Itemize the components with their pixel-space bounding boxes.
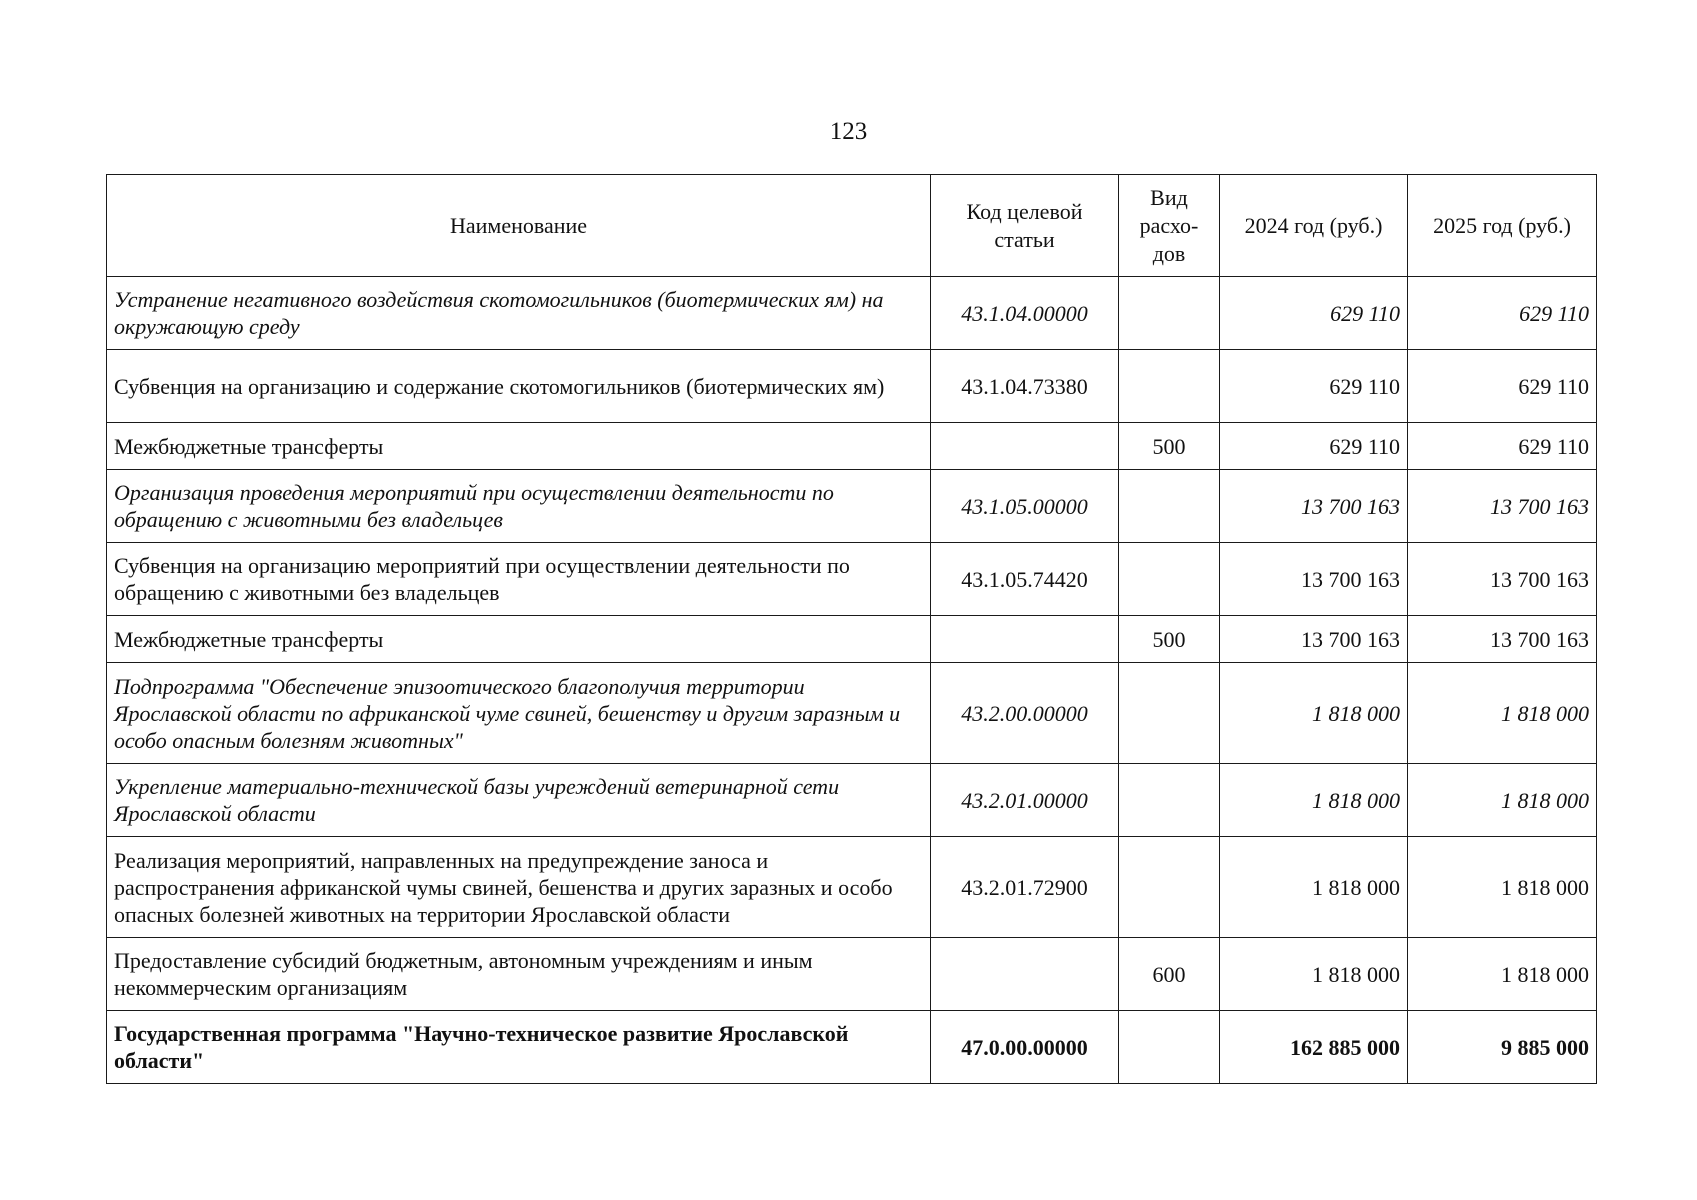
cell-2025: 13 700 163	[1408, 543, 1597, 616]
cell-name: Межбюджетные трансферты	[107, 616, 931, 663]
cell-code: 43.2.01.72900	[931, 837, 1119, 938]
cell-2025: 13 700 163	[1408, 616, 1597, 663]
cell-kind: 500	[1119, 423, 1220, 470]
cell-2025: 9 885 000	[1408, 1011, 1597, 1084]
cell-2024: 1 818 000	[1220, 938, 1408, 1011]
cell-code	[931, 616, 1119, 663]
page-number: 123	[829, 118, 868, 145]
cell-2025: 1 818 000	[1408, 764, 1597, 837]
table-row	[107, 938, 1597, 1011]
header-name: Наименование	[107, 175, 931, 277]
cell-code: 43.1.05.00000	[931, 470, 1119, 543]
cell-2024: 629 110	[1220, 277, 1408, 350]
cell-2024: 13 700 163	[1220, 543, 1408, 616]
cell-name: Реализация мероприятий, направленных на предупреждение заноса и распространения африканской чумы свиней, бешенства и других заразных и особо опасных болезней животных на территории Ярославской области	[107, 837, 931, 938]
cell-name: Подпрограмма "Обеспечение эпизоотического благополучия территории Ярославской области по африканской чуме свиней, бешенству и другим заразным и особо опасным болезням животных"	[107, 663, 931, 764]
cell-kind	[1119, 663, 1220, 764]
cell-kind: 600	[1119, 938, 1220, 1011]
table-row	[107, 277, 1597, 350]
table-row	[107, 423, 1597, 470]
header-code: Код целевой статьи	[931, 175, 1119, 277]
cell-2024: 1 818 000	[1220, 764, 1408, 837]
table-header-row	[107, 175, 1597, 277]
cell-2024: 162 885 000	[1220, 1011, 1408, 1084]
cell-2025: 629 110	[1408, 277, 1597, 350]
cell-2025: 1 818 000	[1408, 663, 1597, 764]
cell-2024: 13 700 163	[1220, 616, 1408, 663]
cell-kind	[1119, 277, 1220, 350]
cell-code: 47.0.00.00000	[931, 1011, 1119, 1084]
cell-code	[931, 938, 1119, 1011]
cell-2024: 629 110	[1220, 423, 1408, 470]
table-row	[107, 350, 1597, 423]
cell-2024: 13 700 163	[1220, 470, 1408, 543]
cell-kind	[1119, 837, 1220, 938]
cell-kind	[1119, 470, 1220, 543]
cell-code: 43.2.01.00000	[931, 764, 1119, 837]
cell-kind	[1119, 543, 1220, 616]
budget-table	[106, 174, 1597, 1084]
cell-2024: 629 110	[1220, 350, 1408, 423]
cell-2025: 1 818 000	[1408, 837, 1597, 938]
cell-2025: 629 110	[1408, 423, 1597, 470]
cell-code: 43.2.00.00000	[931, 663, 1119, 764]
cell-2025: 1 818 000	[1408, 938, 1597, 1011]
cell-code: 43.1.05.74420	[931, 543, 1119, 616]
cell-name: Организация проведения мероприятий при осуществлении деятельности по обращению с животными без владельцев	[107, 470, 931, 543]
cell-kind: 500	[1119, 616, 1220, 663]
header-2024: 2024 год (руб.)	[1220, 175, 1408, 277]
table-row	[107, 1011, 1597, 1084]
cell-kind	[1119, 764, 1220, 837]
table-row	[107, 663, 1597, 764]
cell-name: Государственная программа "Научно-техническое развитие Ярославской области"	[107, 1011, 931, 1084]
cell-name: Предоставление субсидий бюджетным, автономным учреждениям и иным некоммерческим организациям	[107, 938, 931, 1011]
cell-2025: 629 110	[1408, 350, 1597, 423]
table-row	[107, 543, 1597, 616]
table-row	[107, 837, 1597, 938]
cell-kind	[1119, 1011, 1220, 1084]
cell-2024: 1 818 000	[1220, 837, 1408, 938]
table-row	[107, 764, 1597, 837]
header-2025: 2025 год (руб.)	[1408, 175, 1597, 277]
cell-2024: 1 818 000	[1220, 663, 1408, 764]
table-row	[107, 616, 1597, 663]
cell-code: 43.1.04.73380	[931, 350, 1119, 423]
cell-code	[931, 423, 1119, 470]
cell-name: Укрепление материально-технической базы учреждений ветеринарной сети Ярославской области	[107, 764, 931, 837]
table-row	[107, 470, 1597, 543]
cell-kind	[1119, 350, 1220, 423]
cell-2025: 13 700 163	[1408, 470, 1597, 543]
cell-name: Устранение негативного воздействия скотомогильников (биотермических ям) на окружающую среду	[107, 277, 931, 350]
cell-name: Субвенция на организацию мероприятий при осуществлении деятельности по обращению с животными без владельцев	[107, 543, 931, 616]
cell-name: Субвенция на организацию и содержание скотомогильников (биотермических ям)	[107, 350, 931, 423]
header-kind: Вид расхо-дов	[1119, 175, 1220, 277]
cell-name: Межбюджетные трансферты	[107, 423, 931, 470]
cell-code: 43.1.04.00000	[931, 277, 1119, 350]
